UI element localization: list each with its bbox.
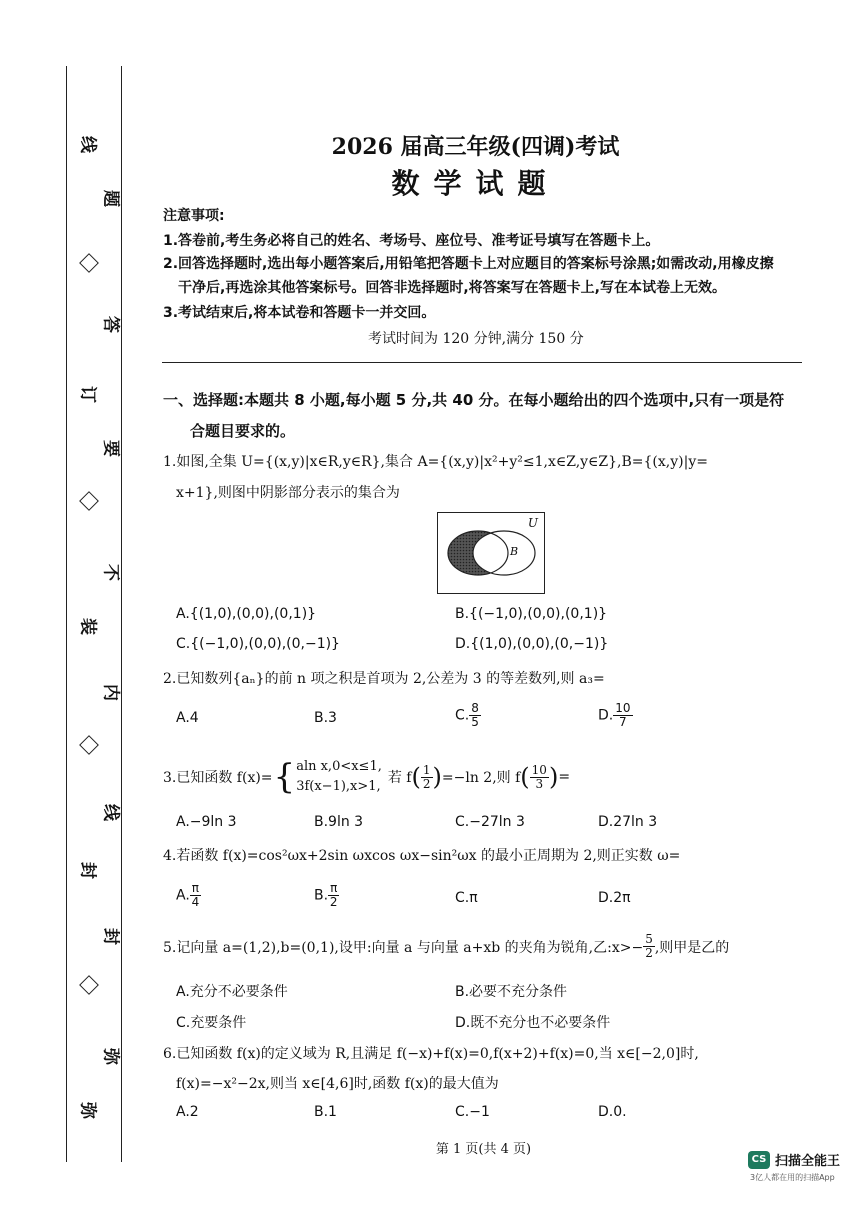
margin-char: 答 (100, 316, 121, 333)
margin-char: 订 (77, 386, 98, 403)
fraction: $\frac{1}{2}$ (422, 762, 431, 791)
option: D.27ln 3 (598, 814, 658, 830)
option: B.{(−1,0),(0,0),(0,1)} (455, 606, 608, 622)
option: B. $\frac{\pi}{2}$ (314, 881, 338, 909)
margin-line-inner (121, 66, 122, 1162)
option: C.π (455, 890, 478, 906)
option (598, 702, 633, 729)
question-5: 5.记向量 a=(1,2),b=(0,1),设甲:向量 a 与向量 a+xb 的夹角为锐角,乙:x>− $\frac{5}{2}$ ,则甲是乙的 (163, 932, 730, 960)
option-prefix: D. (598, 707, 614, 724)
section-heading: 一、选择题:本题共 8 小题,每小题 5 分,共 40 分。在每小题给出的四个选项中,只有一项是符 (163, 391, 785, 409)
fraction: $\frac{8}{5}$ (471, 701, 479, 729)
venn-diagram (437, 512, 545, 594)
exam-title: 2026 届高三年级(四调)考试 (331, 134, 620, 160)
scanner-logo (748, 1150, 840, 1169)
note-item: 干净后,再选涂其他答案标号。回答非选择题时,将答案写在答题卡上,写在本试卷上无效。 (178, 280, 726, 296)
margin-char: 内 (100, 684, 121, 701)
margin-char: 弥 (100, 1048, 121, 1065)
margin-char: 要 (100, 440, 121, 457)
margin-line-outer (66, 66, 67, 1162)
fraction: $\frac{\pi}{4}$ (191, 881, 200, 909)
option: D.既不充分也不必要条件 (455, 1015, 611, 1031)
margin-diamond (79, 975, 99, 995)
option: A.2 (176, 1104, 199, 1120)
margin-char: 封 (100, 928, 121, 945)
option: B.9ln 3 (314, 814, 364, 830)
option-prefix: C. (455, 707, 470, 724)
option: C.{(−1,0),(0,0),(0,−1)} (176, 636, 340, 652)
option: A.充分不必要条件 (176, 984, 288, 1000)
fraction: $\frac{10}{3}$ (531, 762, 547, 791)
option: D.2π (598, 890, 631, 906)
section-heading: 合题目要求的。 (190, 422, 296, 440)
set-b (473, 531, 535, 575)
option: C.−27ln 3 (455, 814, 525, 830)
divider (162, 362, 802, 363)
option: C.−1 (455, 1104, 490, 1120)
brace: { (273, 757, 296, 797)
option: B.3 (314, 710, 337, 726)
option: B.1 (314, 1104, 337, 1120)
question-4: 4.若函数 f(x)=cos²ωx+2sin ωxcos ωx−sin²ωx 的最小正周期为 2,则正实数 ω= (163, 848, 681, 864)
venn-label-u: U (527, 516, 538, 530)
venn-label-b: B (510, 545, 519, 558)
margin-char: 封 (77, 862, 98, 879)
logo-tagline: 3亿人都在用的扫描App (750, 1173, 835, 1182)
option (455, 702, 481, 729)
logo-name: 扫描全能王 (775, 1154, 841, 1169)
margin-char: 题 (100, 190, 121, 207)
fraction: $\frac{\pi}{2}$ (329, 881, 338, 909)
question-1: 1.如图,全集 U={(x,y)|x∈R,y∈R},集合 A={(x,y)|x²+y²≤1,x∈Z,y∈Z},B={(x,y)|y= (163, 454, 708, 470)
option: A.−9ln 3 (176, 814, 237, 830)
fraction: $\frac{10}{7}$ (615, 701, 631, 729)
margin-char: 线 (100, 804, 121, 821)
subject-title: 数学试题 (391, 167, 560, 200)
fraction: $\frac{5}{2}$ (645, 932, 653, 960)
notes-heading: 注意事项: (163, 208, 225, 224)
question-6: 6.已知函数 f(x)的定义域为 R,且满足 f(−x)+f(x)=0,f(x+2)+f(x)=0,当 x∈[−2,0]时, (163, 1046, 699, 1062)
question-1-cont: x+1},则图中阴影部分表示的集合为 (176, 485, 400, 501)
note-item: 2.回答选择题时,选出每小题答案后,用铅笔把答题卡上对应题目的答案标号涂黑;如需改动,用橡皮擦 (163, 256, 774, 272)
margin-diamond (79, 735, 99, 755)
question-6-cont: f(x)=−x²−2x,则当 x∈[4,6]时,函数 f(x)的最大值为 (176, 1076, 499, 1092)
option: A.{(1,0),(0,0),(0,1)} (176, 606, 317, 622)
note-item: 1.答卷前,考生务必将自己的姓名、考场号、座位号、准考证号填写在答题卡上。 (163, 233, 660, 249)
option: D.0. (598, 1104, 627, 1120)
option: A.4 (176, 710, 199, 726)
option: C.充要条件 (176, 1015, 247, 1031)
piecewise: aln x,0<x≤1, 3f(x−1),x>1, (296, 759, 382, 794)
question-2: 2.已知数列{aₙ}的前 n 项之积是首项为 2,公差为 3 的等差数列,则 a₃= (163, 671, 605, 687)
exam-time: 考试时间为 120 分钟,满分 150 分 (368, 331, 584, 347)
cs-badge-icon: CS (748, 1151, 770, 1169)
question-3: 3.已知函数 f(x)= { aln x,0<x≤1, 3f(x−1),x>1, 若 f ( $\frac{1}{2}$ ) =−ln 2,则 f ( $\frac{10}{3}$ ) = (163, 757, 571, 797)
option: D.{(1,0),(0,0),(0,−1)} (455, 636, 609, 652)
margin-char: 装 (77, 618, 98, 635)
option: A. $\frac{\pi}{4}$ (176, 881, 200, 909)
option: B.必要不充分条件 (455, 984, 568, 1000)
note-item: 3.考试结束后,将本试卷和答题卡一并交回。 (163, 305, 436, 321)
margin-diamond (79, 491, 99, 511)
margin-char: 线 (77, 136, 98, 153)
margin-char: 弥 (77, 1102, 98, 1119)
margin-diamond (79, 253, 99, 273)
margin-char: 不 (100, 564, 121, 581)
paren: ( (411, 763, 421, 791)
page-footer: 第 1 页(共 4 页) (435, 1142, 532, 1157)
